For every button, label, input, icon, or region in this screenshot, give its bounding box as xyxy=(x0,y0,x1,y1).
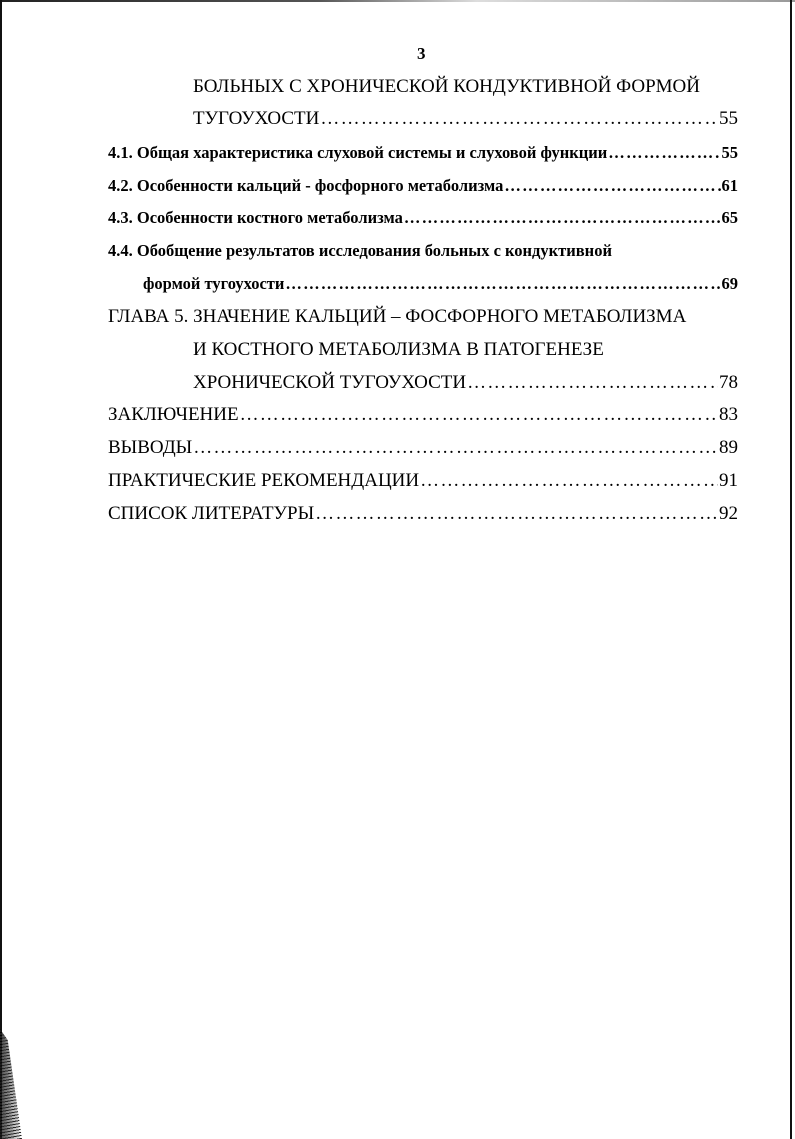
toc-entry-4-4: формой тугоухости ………………………………………………………………………………………………………………………………………………………………………………………… 69 xyxy=(143,269,738,299)
toc-page: 78 xyxy=(719,372,738,393)
scan-edge-left xyxy=(0,0,2,1139)
toc-references: СПИСОК ЛИТЕРАТУРЫ ………………………………………………………………………………………………………………………………………………………………………………………… 92 xyxy=(108,499,738,529)
leader-dots xyxy=(608,138,720,168)
toc-page: 65 xyxy=(721,208,738,227)
toc-page: 61 xyxy=(721,176,738,195)
scan-artifact xyxy=(0,1029,22,1139)
leader-dots xyxy=(467,368,718,398)
toc-page: 55 xyxy=(719,108,738,129)
toc-page: 92 xyxy=(719,503,738,524)
leader-dots xyxy=(193,433,718,463)
toc-ch4-entry: ТУГОУХОСТИ ………………………………………………………………………………………………………………………………………………………………………………………… 55 xyxy=(193,104,738,134)
toc-page: 89 xyxy=(719,437,738,458)
toc-page: 55 xyxy=(721,143,738,162)
toc-entry-4-2: 4.2. Особенности кальций - фосфорного метаболизма ………………………………………………………………………………………………………………………………………………………………………………………… 61 xyxy=(108,171,738,201)
scan-edge-top xyxy=(0,0,795,2)
toc-entry-4-1: 4.1. Общая характеристика слуховой системы и слуховой функции ………………………………………………………………………………………………………………………………………………………………………………………… 55 xyxy=(108,138,738,168)
toc-ch4-title-line1: БОЛЬНЫХ С ХРОНИЧЕСКОЙ КОНДУКТИВНОЙ ФОРМОЙ xyxy=(193,76,700,97)
toc-ch5-entry: ХРОНИЧЕСКОЙ ТУГОУХОСТИ ………………………………………………………………………………………………………………………………………………………………………………………… 78 xyxy=(193,368,738,398)
leader-dots xyxy=(420,466,718,496)
leader-dots xyxy=(315,499,718,529)
toc-page: 91 xyxy=(719,470,738,491)
leader-dots xyxy=(320,104,718,134)
toc-entry-4-3: 4.3. Особенности костного метаболизма ………………………………………………………………………………………………………………………………………………………………………………………… 65 xyxy=(108,203,738,233)
scan-edge-right xyxy=(790,0,792,1139)
leader-dots xyxy=(404,203,721,233)
leader-dots xyxy=(285,269,720,299)
toc-entry-4-4-line1: 4.4. Обобщение результатов исследования больных с кондуктивной xyxy=(108,241,612,260)
toc-page: 69 xyxy=(721,274,738,293)
toc-recommendations: ПРАКТИЧЕСКИЕ РЕКОМЕНДАЦИИ ………………………………………………………………………………………………………………………………………………………………………………………… 91 xyxy=(108,466,738,496)
leader-dots xyxy=(504,171,720,201)
toc-conclusion: ЗАКЛЮЧЕНИЕ ………………………………………………………………………………………………………………………………………………………………………………………… 83 xyxy=(108,400,738,430)
toc-findings: ВЫВОДЫ ………………………………………………………………………………………………………………………………………………………………………………………… 89 xyxy=(108,433,738,463)
toc-ch5-line1: ГЛАВА 5. ЗНАЧЕНИЕ КАЛЬЦИЙ – ФОСФОРНОГО МЕТАБОЛИЗМА xyxy=(108,306,687,327)
toc-ch5-line2: И КОСТНОГО МЕТАБОЛИЗМА В ПАТОГЕНЕЗЕ xyxy=(193,339,604,360)
page-number: 3 xyxy=(417,44,426,63)
toc-page: 83 xyxy=(719,404,738,425)
leader-dots xyxy=(240,400,718,430)
